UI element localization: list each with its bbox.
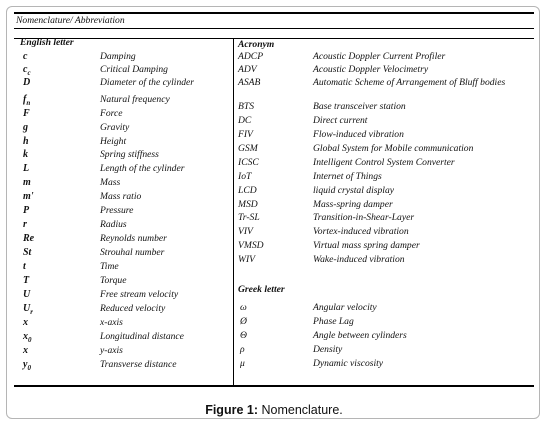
acronym-meaning: Vortex-induced vibration — [313, 226, 409, 237]
english-meaning: Natural frequency — [100, 94, 170, 105]
english-symbol — [23, 233, 34, 244]
symbol-base: g — [23, 122, 28, 133]
english-symbol — [23, 331, 32, 342]
acronym-meaning: Virtual mass spring damper — [313, 240, 420, 251]
acronym-abbr: MSD — [238, 199, 258, 210]
english-meaning: Transverse distance — [100, 359, 177, 370]
acronym-abbr: VMSD — [238, 240, 264, 251]
symbol-base: x — [23, 345, 28, 356]
english-meaning: Strouhal number — [100, 247, 165, 258]
english-symbol — [23, 247, 31, 258]
english-meaning: Reduced velocity — [100, 303, 166, 314]
english-meaning: Pressure — [100, 205, 134, 216]
english-symbol — [23, 122, 28, 133]
english-meaning: Torque — [100, 275, 127, 286]
english-meaning: Longitudinal distance — [100, 331, 184, 342]
symbol-base: t — [23, 261, 26, 272]
symbol-base: L — [23, 163, 30, 174]
english-symbol — [23, 317, 28, 328]
acronym-abbr: ADV — [238, 64, 257, 75]
acronym-abbr: FIV — [238, 129, 253, 140]
acronym-abbr: BTS — [238, 101, 254, 112]
english-symbol — [23, 94, 30, 105]
acronym-meaning: Base transceiver station — [313, 101, 406, 112]
english-meaning: Gravity — [100, 122, 130, 133]
acronym-abbr: VIV — [238, 226, 253, 237]
acronym-abbr: DC — [238, 115, 252, 126]
english-meaning: Mass — [100, 177, 121, 188]
acronym-meaning: Transition-in-Shear-Layer — [313, 212, 415, 223]
english-meaning: x-axis — [100, 317, 123, 328]
greek-symbol: ρ — [240, 344, 245, 355]
caption-label: Figure 1: — [205, 403, 258, 417]
table-bottom-rule — [14, 385, 534, 387]
english-symbol — [23, 303, 33, 314]
symbol-base: r — [23, 219, 27, 230]
acronym-abbr: ICSC — [238, 157, 259, 168]
symbol-base: m' — [23, 191, 34, 202]
english-letter-header: English letter — [20, 37, 74, 48]
english-meaning: Diameter of the cylinder — [100, 77, 195, 88]
column-divider — [233, 38, 234, 387]
symbol-base: c — [23, 64, 28, 75]
greek-symbol: Θ — [240, 330, 247, 341]
acronym-meaning: Automatic Scheme of Arrangement of Bluff bodies — [313, 77, 506, 88]
greek-meaning: Angle between cylinders — [313, 330, 407, 341]
english-symbol — [23, 261, 26, 272]
english-symbol — [23, 177, 31, 188]
acronym-abbr: IoT — [238, 171, 252, 182]
acronym-meaning: Acoustic Doppler Current Profiler — [313, 51, 446, 62]
acronym-meaning: Mass-spring damper — [313, 199, 393, 210]
acronym-abbr: ASAB — [238, 77, 261, 88]
english-symbol — [23, 108, 30, 119]
greek-meaning: Density — [313, 344, 343, 355]
symbol-base: c — [23, 51, 28, 62]
symbol-base: k — [23, 149, 28, 160]
english-meaning: Free stream velocity — [100, 289, 179, 300]
table-title: Nomenclature/ Abbreviation — [16, 15, 125, 26]
acronym-meaning: Direct current — [313, 115, 368, 126]
symbol-subscript: n — [26, 99, 31, 107]
english-symbol — [23, 205, 29, 216]
symbol-subscript: r — [30, 308, 33, 316]
acronym-abbr: GSM — [238, 143, 258, 154]
english-symbol — [23, 149, 28, 160]
table-top-rule — [14, 12, 534, 14]
english-meaning: Height — [100, 136, 127, 147]
symbol-base: y — [23, 359, 28, 370]
symbol-subscript: 0 — [27, 364, 31, 372]
greek-symbol: ω — [240, 302, 247, 313]
greek-symbol: μ — [240, 358, 245, 369]
acronym-meaning: Flow-induced vibration — [313, 129, 404, 140]
symbol-base: f — [23, 94, 27, 105]
english-meaning: Radius — [100, 219, 127, 230]
figure-caption — [0, 403, 548, 417]
symbol-base: T — [23, 275, 30, 286]
title-rule — [14, 28, 534, 29]
acronym-meaning: Wake-induced vibration — [313, 254, 405, 265]
english-symbol — [23, 219, 27, 230]
greek-meaning: Phase Lag — [313, 316, 354, 327]
greek-meaning: Angular velocity — [313, 302, 377, 313]
acronym-meaning: Acoustic Doppler Velocimetry — [313, 64, 429, 75]
acronym-meaning: Internet of Things — [313, 171, 382, 182]
symbol-base: U — [23, 303, 31, 314]
symbol-subscript: c — [27, 69, 31, 77]
acronym-meaning: Intelligent Control System Converter — [313, 157, 455, 168]
english-meaning: Length of the cylinder — [100, 163, 185, 174]
acronym-meaning: Global System for Mobile communication — [313, 143, 474, 154]
english-symbol — [23, 77, 30, 88]
acronym-abbr: WIV — [238, 254, 256, 265]
english-meaning: Reynolds number — [100, 233, 167, 244]
english-meaning: Mass ratio — [100, 191, 142, 202]
symbol-base: P — [23, 205, 30, 216]
english-symbol — [23, 191, 34, 202]
english-symbol — [23, 359, 31, 370]
english-meaning: Spring stiffness — [100, 149, 159, 160]
acronym-header: Acronym — [238, 39, 275, 50]
greek-symbol: Ø — [240, 316, 247, 327]
symbol-base: St — [23, 247, 32, 258]
english-symbol — [23, 163, 29, 174]
english-symbol — [23, 345, 28, 356]
greek-letter-header: Greek letter — [238, 284, 285, 295]
english-meaning: y-axis — [100, 345, 123, 356]
english-meaning: Damping — [100, 51, 136, 62]
symbol-base: h — [23, 136, 29, 147]
greek-meaning: Dynamic viscosity — [313, 358, 384, 369]
english-symbol — [23, 64, 31, 75]
symbol-base: F — [23, 108, 30, 119]
symbol-subscript: 0 — [28, 336, 32, 344]
acronym-meaning: liquid crystal display — [313, 185, 395, 196]
nomenclature-table — [14, 12, 534, 387]
english-meaning: Force — [100, 108, 123, 119]
english-symbol — [23, 51, 27, 62]
symbol-base: m — [23, 177, 31, 188]
acronym-abbr: ADCP — [238, 51, 264, 62]
english-meaning: Time — [100, 261, 119, 272]
acronym-abbr: LCD — [238, 185, 257, 196]
english-symbol — [23, 289, 30, 300]
english-meaning: Critical Damping — [100, 64, 168, 75]
symbol-base: Re — [23, 233, 35, 244]
symbol-base: x — [23, 331, 28, 342]
english-symbol — [23, 136, 29, 147]
symbol-base: x — [23, 317, 28, 328]
symbol-base: U — [23, 289, 31, 300]
acronym-abbr: Tr-SL — [238, 212, 260, 223]
caption-text: Nomenclature. — [261, 403, 343, 417]
english-symbol — [23, 275, 29, 286]
symbol-base: D — [23, 77, 31, 88]
